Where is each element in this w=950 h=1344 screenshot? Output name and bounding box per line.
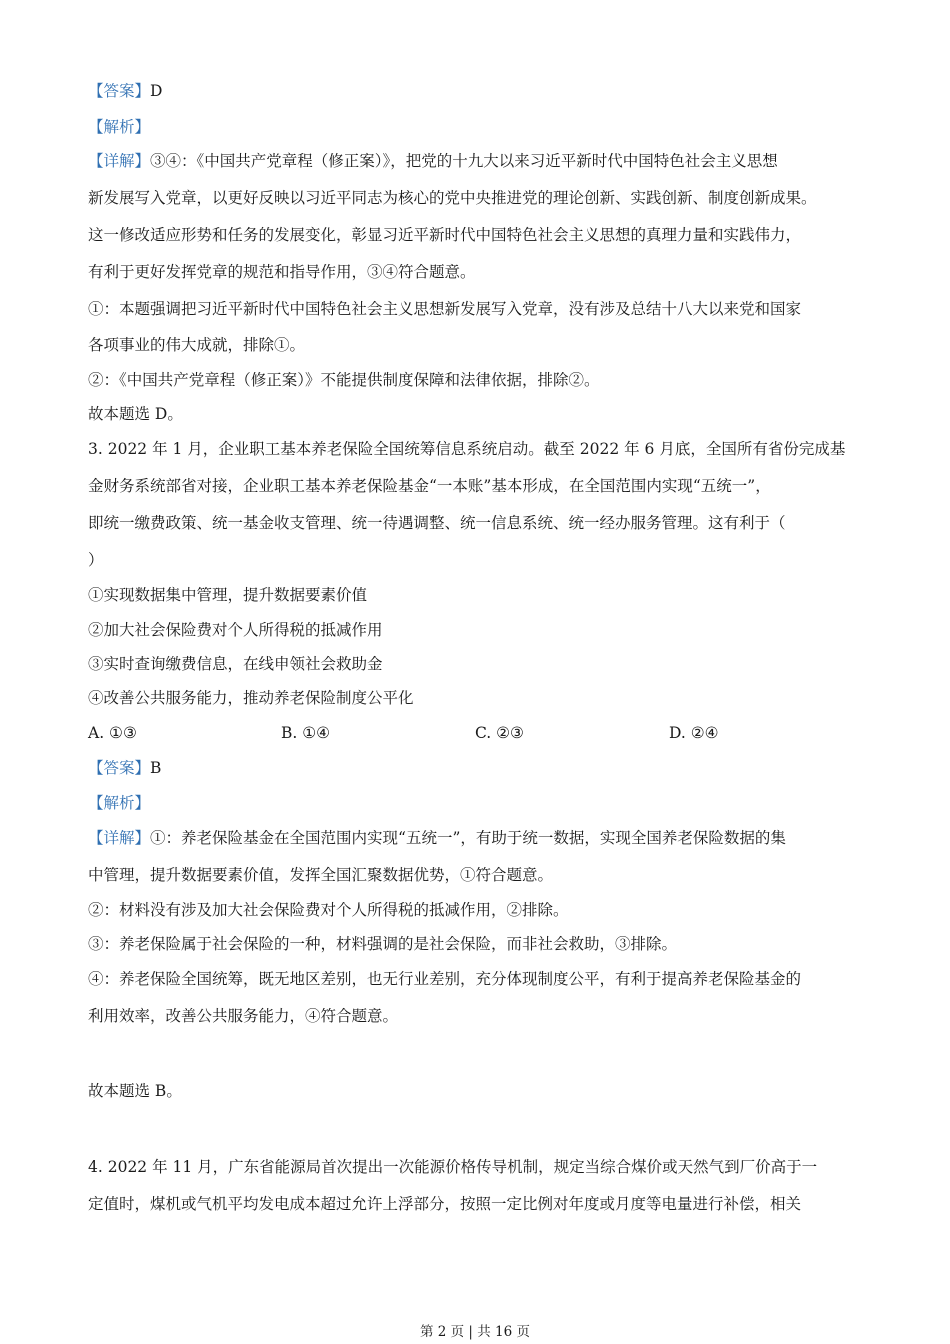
q3-answer-line — [88, 758, 878, 778]
q2-detail-line-5: ①：本题强调把习近平新时代中国特色社会主义思想新发展写入党章，没有涉及总结十八大以来党和国家 — [88, 300, 802, 318]
q3-stem-line-1: 3. 2022 年 1 月，企业职工基本养老保险全国统筹信息系统启动。截至 2022 年 6 月底，全国所有省份完成基 — [88, 440, 846, 458]
q3-conclusion: 故本题选 B。 — [88, 1082, 182, 1100]
q3-item-1: ①实现数据集中管理，提升数据要素价值 — [88, 586, 368, 604]
q2-detail-line-6: 各项事业的伟大成就，排除①。 — [88, 336, 306, 354]
q2-detail-line-2: 新发展写入党章，以更好反映以习近平同志为核心的党中央推进党的理论创新、实践创新、制度创新成果。 — [88, 189, 817, 207]
q3-stem-line-2: 金财务系统部省对接，企业职工基本养老保险基金“一本账”基本形成，在全国范围内实现“五统一”， — [88, 477, 771, 495]
q3-option-a: A. ①③ — [88, 724, 137, 742]
q2-detail-line-1 — [88, 151, 878, 171]
answer-label: 【答案】 — [88, 82, 151, 100]
q2-answer-line — [88, 81, 878, 101]
q3-detail-line-3: ②：材料没有涉及加大社会保险费对个人所得税的抵减作用，②排除。 — [88, 901, 569, 919]
q3-detail-line-6: 利用效率，改善公共服务能力，④符合题意。 — [88, 1007, 399, 1025]
q4-stem-line-1: 4. 2022 年 11 月，广东省能源局首次提出一次能源价格传导机制，规定当综合煤价或天然气到厂价高于一 — [88, 1158, 818, 1176]
q3-detail-line-5: ④：养老保险全国统筹，既无地区差别，也无行业差别，充分体现制度公平，有利于提高养老保险基金的 — [88, 970, 802, 988]
q3-option-c: C. ②③ — [475, 724, 524, 742]
q3-option-d: D. ②④ — [669, 724, 719, 742]
q3-item-2: ②加大社会保险费对个人所得税的抵减作用 — [88, 621, 383, 639]
q3-stem-line-3: 即统一缴费政策、统一基金收支管理、统一待遇调整、统一信息系统、统一经办服务管理。这有利于（ — [88, 514, 786, 532]
q4-stem-line-2: 定值时，煤机或气机平均发电成本超过允许上浮部分，按照一定比例对年度或月度等电量进行补偿，相关 — [88, 1195, 802, 1213]
q2-detail-line-4: 有利于更好发挥党章的规范和指导作用，③④符合题意。 — [88, 263, 476, 281]
detail-label: 【详解】 — [88, 152, 151, 170]
detail-text: ③④：《中国共产党章程（修正案）》，把党的十九大以来习近平新时代中国特色社会主义思想 — [150, 152, 778, 170]
answer-value: D — [150, 82, 163, 100]
page-footer: 第 2 页 | 共 16 页 — [419, 1324, 531, 1340]
detail-label: 【详解】 — [88, 829, 151, 847]
q3-analysis-label: 【解析】 — [88, 794, 151, 812]
q2-analysis-label: 【解析】 — [88, 118, 151, 136]
q2-detail-line-7: ②：《中国共产党章程（修正案）》不能提供制度保障和法律依据，排除②。 — [88, 371, 600, 389]
q3-stem-line-4: ） — [88, 551, 104, 569]
q3-detail-line-2: 中管理，提升数据要素价值，发挥全国汇聚数据优势，①符合题意。 — [88, 866, 554, 884]
q3-detail-line-1 — [88, 828, 878, 848]
answer-label: 【答案】 — [88, 759, 151, 777]
q2-conclusion: 故本题选 D。 — [88, 405, 183, 423]
detail-text: ①：养老保险基金在全国范围内实现“五统一”，有助于统一数据，实现全国养老保险数据的集 — [150, 829, 786, 847]
q3-item-3: ③实时查询缴费信息，在线申领社会救助金 — [88, 655, 383, 673]
answer-value: B — [150, 759, 162, 777]
q2-detail-line-3: 这一修改适应形势和任务的发展变化，彰显习近平新时代中国特色社会主义思想的真理力量和实践伟力， — [88, 226, 802, 244]
q3-detail-line-4: ③：养老保险属于社会保险的一种，材料强调的是社会保险，而非社会救助，③排除。 — [88, 935, 678, 953]
q3-option-b: B. ①④ — [281, 724, 331, 742]
q3-item-4: ④改善公共服务能力，推动养老保险制度公平化 — [88, 689, 414, 707]
